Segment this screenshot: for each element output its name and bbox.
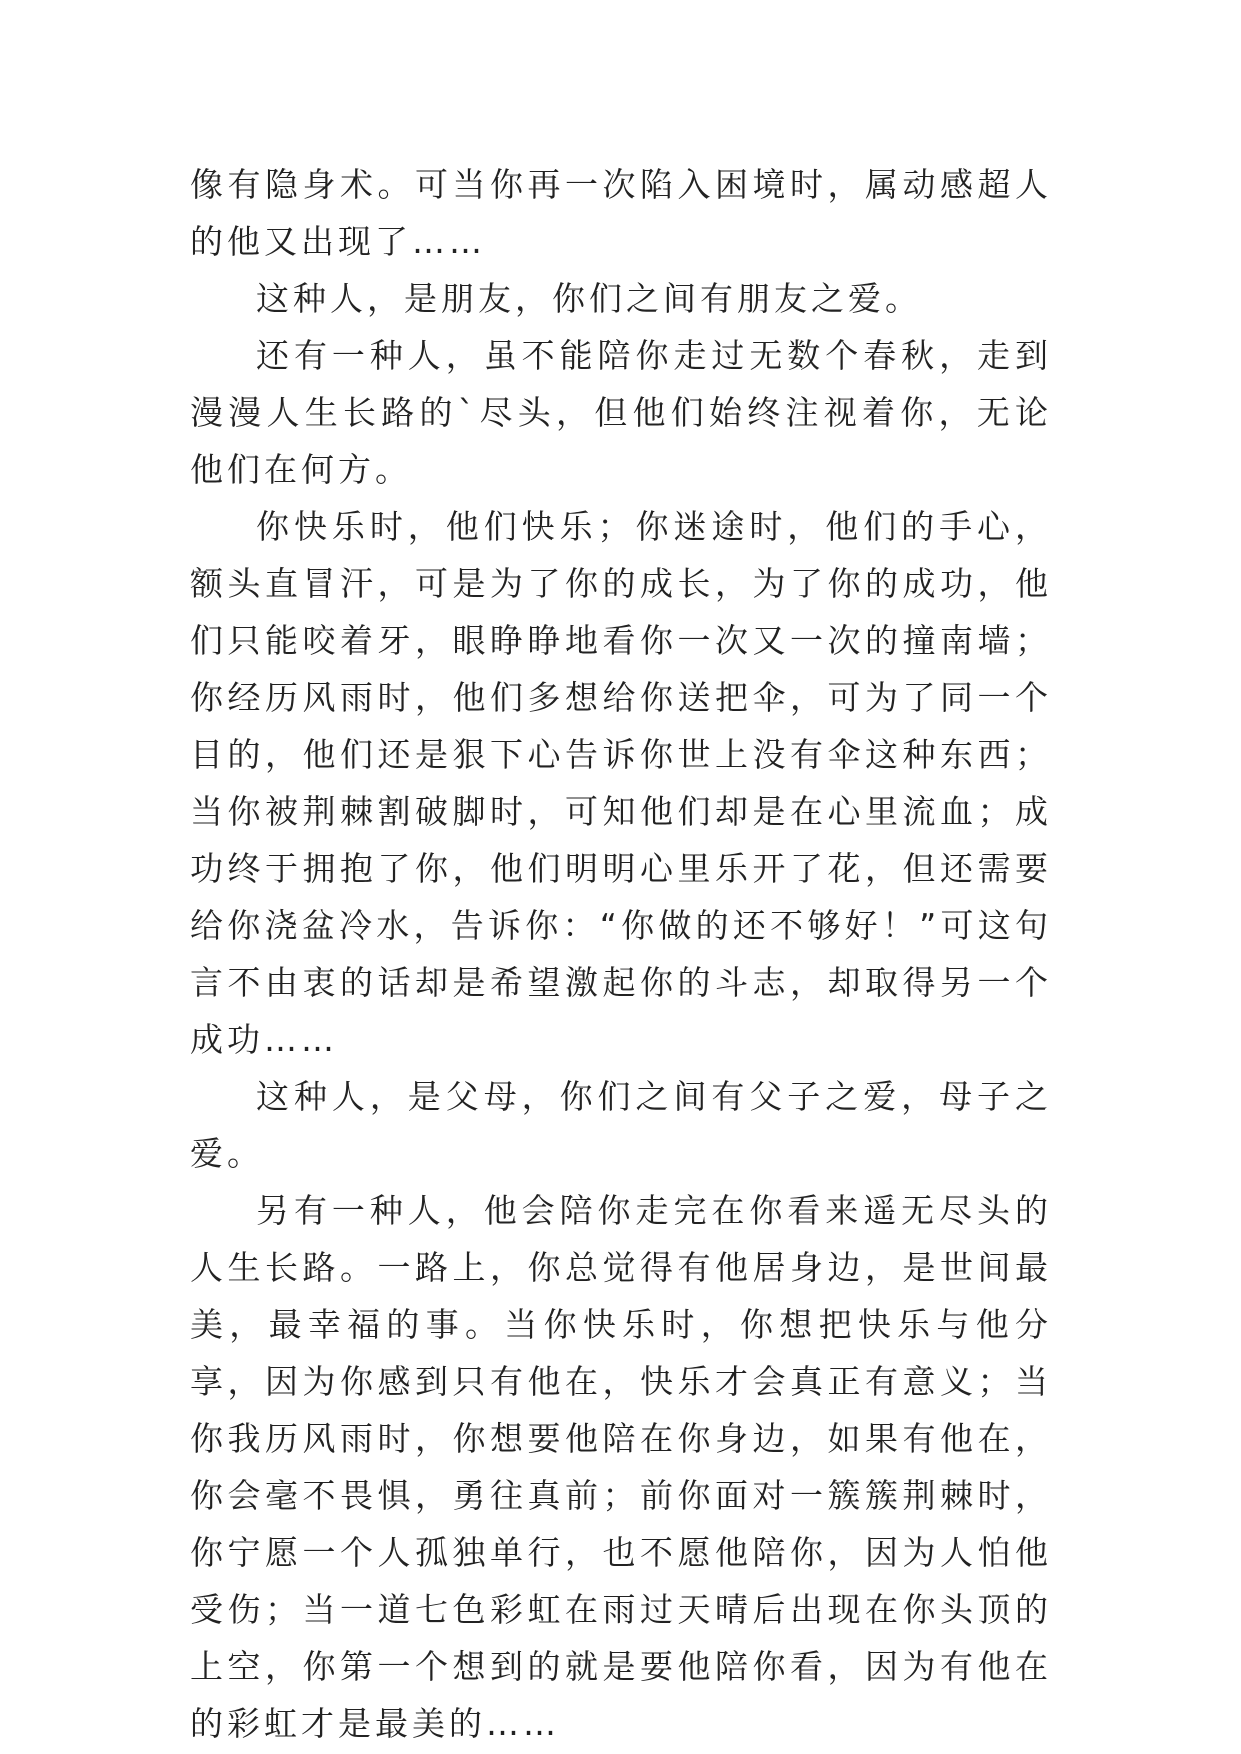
document-body	[190, 156, 1052, 1752]
paragraph-4: 你快乐时，他们快乐；你迷途时，他们的手心，额头直冒汗，可是为了你的成长，为了你的成功，他们只能咬着牙，眼睁睁地看你一次又一次的撞南墙；你经历风雨时，他们多想给你送把伞，可为了同一个目的，他们还是狠下心告诉你世上没有伞这种东西；当你被荆棘割破脚时，可知他们却是在心里流血；成功终于拥抱了你，他们明明心里乐开了花，但还需要给你浇盆冷水，告诉你：“你做的还不够好！”可这句言不由衷的话却是希望激起你的斗志，却取得另一个成功……	[190, 507, 1052, 1059]
paragraph-3: 还有一种人，虽不能陪你走过无数个春秋，走到漫漫人生长路的`尽头，但他们始终注视着你，无论他们在何方。	[190, 336, 1052, 489]
paragraph-2: 这种人，是朋友，你们之间有朋友之爱。	[256, 279, 922, 318]
paragraph-6: 另有一种人，他会陪你走完在你看来遥无尽头的人生长路。一路上，你总觉得有他居身边，是世间最美，最幸福的事。当你快乐时，你想把快乐与他分享，因为你感到只有他在，快乐才会真正有意义；当你我历风雨时，你想要他陪在你身边，如果有他在，你会毫不畏惧，勇往真前；前你面对一簇簇荆棘时，你宁愿一个人孤独单行，也不愿他陪你，因为人怕他受伤；当一道七色彩虹在雨过天晴后出现在你头顶的上空，你第一个想到的就是要他陪你看，因为有他在的彩虹才是最美的……	[190, 1191, 1052, 1743]
paragraph-1: 像有隐身术。可当你再一次陷入困境时，属动感超人的他又出现了……	[190, 165, 1052, 261]
paragraph-5: 这种人，是父母，你们之间有父子之爱，母子之爱。	[190, 1077, 1052, 1173]
